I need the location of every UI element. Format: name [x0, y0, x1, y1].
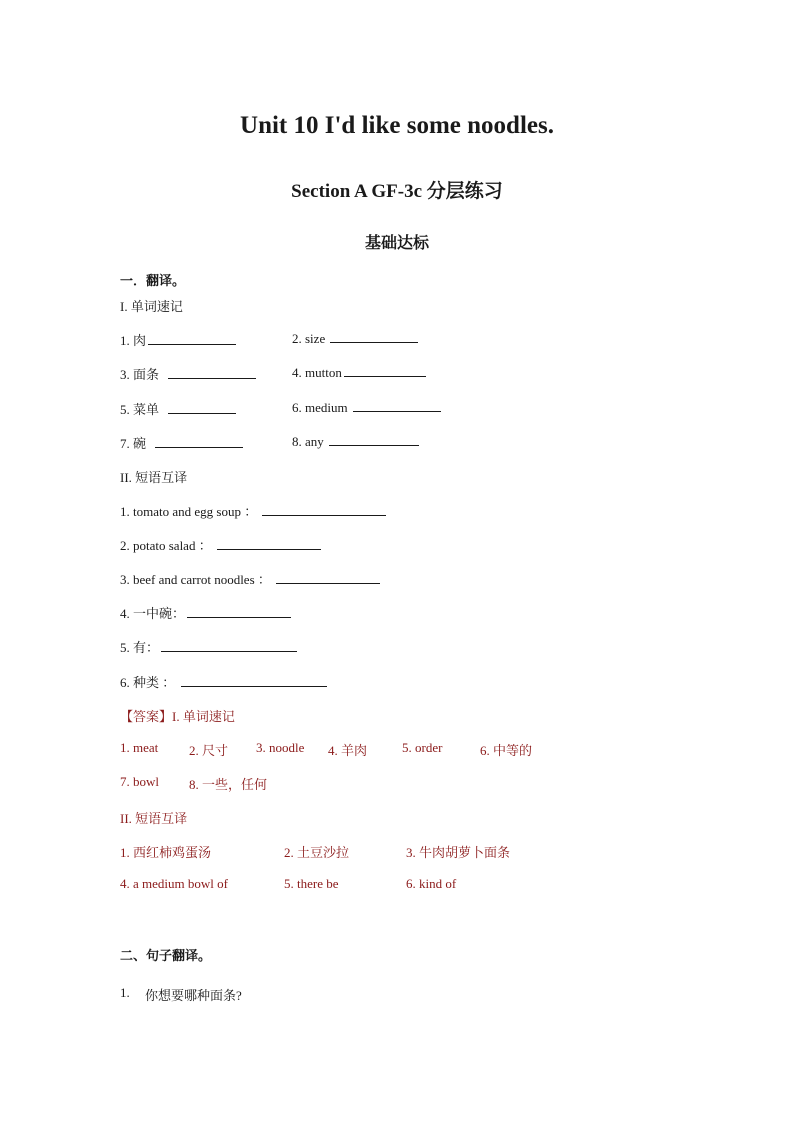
answer-item: 3. noodle	[256, 740, 305, 755]
answer-blank[interactable]	[168, 366, 256, 379]
question-1-number: 1.	[120, 985, 130, 1000]
phrase-item-3	[120, 569, 380, 588]
answer-header	[120, 706, 235, 725]
answer-blank[interactable]	[155, 435, 243, 448]
phrase-item-5	[120, 637, 297, 656]
phrase-label: 5. 有：	[120, 640, 160, 655]
part1-sub1: I. 单词速记	[120, 299, 183, 314]
word-label: 3. 面条	[120, 367, 160, 382]
answer-item: 6. kind of	[406, 876, 457, 891]
level-heading: 基础达标	[364, 235, 429, 252]
word-item-8	[292, 433, 419, 450]
word-label: 5. 菜单	[120, 402, 160, 417]
answer-blank[interactable]	[161, 639, 297, 652]
answer-blank[interactable]	[217, 537, 321, 550]
answer-item: 5. order	[402, 740, 443, 755]
answer-item: 7. bowl	[120, 774, 159, 789]
answer-item: 4. a medium bowl of	[120, 876, 228, 891]
answer-tag: 【答案】	[120, 709, 173, 724]
part2-heading: 二、句子翻译。	[120, 948, 212, 963]
phrase-label: 4. 一中碗：	[120, 606, 186, 621]
word-item-5	[120, 399, 236, 418]
answer-item: 1. 西红柿鸡蛋汤	[120, 845, 212, 860]
question-1-text: 你想要哪种面条?	[145, 988, 242, 1003]
part1-sub2: II. 短语互译	[120, 470, 188, 485]
word-item-6	[292, 399, 441, 416]
answer-item: 8. 一些，任何	[189, 777, 268, 792]
phrase-label: 2. potato salad ：	[120, 538, 212, 553]
phrase-item-4	[120, 603, 291, 622]
word-item-3	[120, 364, 256, 383]
word-item-1	[120, 330, 236, 349]
answer-sub2: II. 短语互译	[120, 811, 188, 826]
answer-item: 3. 牛肉胡萝卜面条	[406, 845, 511, 860]
answer-blank[interactable]	[276, 571, 380, 584]
answer-blank[interactable]	[168, 401, 236, 414]
word-item-2	[292, 330, 418, 347]
word-label: 7. 碗	[120, 436, 147, 451]
page-subtitle: Section A GF-3c 分层练习	[291, 181, 503, 202]
answer-blank[interactable]	[262, 503, 386, 516]
word-label: 6. medium	[292, 400, 348, 415]
phrase-item-2	[120, 535, 321, 554]
word-item-4	[292, 364, 426, 381]
word-label: 2. size	[292, 331, 326, 346]
answer-item: 1. meat	[120, 740, 159, 755]
phrase-item-6	[120, 672, 327, 691]
answer-blank[interactable]	[329, 433, 419, 446]
word-item-7	[120, 433, 243, 452]
answer-sub1: I. 单词速记	[172, 709, 235, 724]
answer-item: 2. 土豆沙拉	[284, 845, 350, 860]
answer-blank[interactable]	[148, 332, 236, 345]
phrase-label: 3. beef and carrot noodles ：	[120, 572, 271, 587]
answer-blank[interactable]	[344, 364, 426, 377]
part1-heading: 一．翻译。	[120, 273, 186, 288]
word-label: 8. any	[292, 434, 324, 449]
answer-item: 4. 羊肉	[328, 743, 368, 758]
answer-blank[interactable]	[187, 605, 291, 618]
word-label: 1. 肉	[120, 333, 147, 348]
answer-item: 6. 中等的	[480, 743, 533, 758]
answer-item: 2. 尺寸	[189, 743, 229, 758]
word-label: 4. mutton	[292, 365, 342, 380]
phrase-label: 6. 种类 ：	[120, 675, 176, 690]
answer-item: 5. there be	[284, 876, 339, 891]
phrase-item-1	[120, 501, 386, 520]
phrase-label: 1. tomato and egg soup ：	[120, 504, 258, 519]
answer-blank[interactable]	[353, 399, 441, 412]
answer-blank[interactable]	[181, 674, 327, 687]
page-title: Unit 10 I'd like some noodles.	[240, 112, 554, 139]
answer-blank[interactable]	[330, 330, 418, 343]
